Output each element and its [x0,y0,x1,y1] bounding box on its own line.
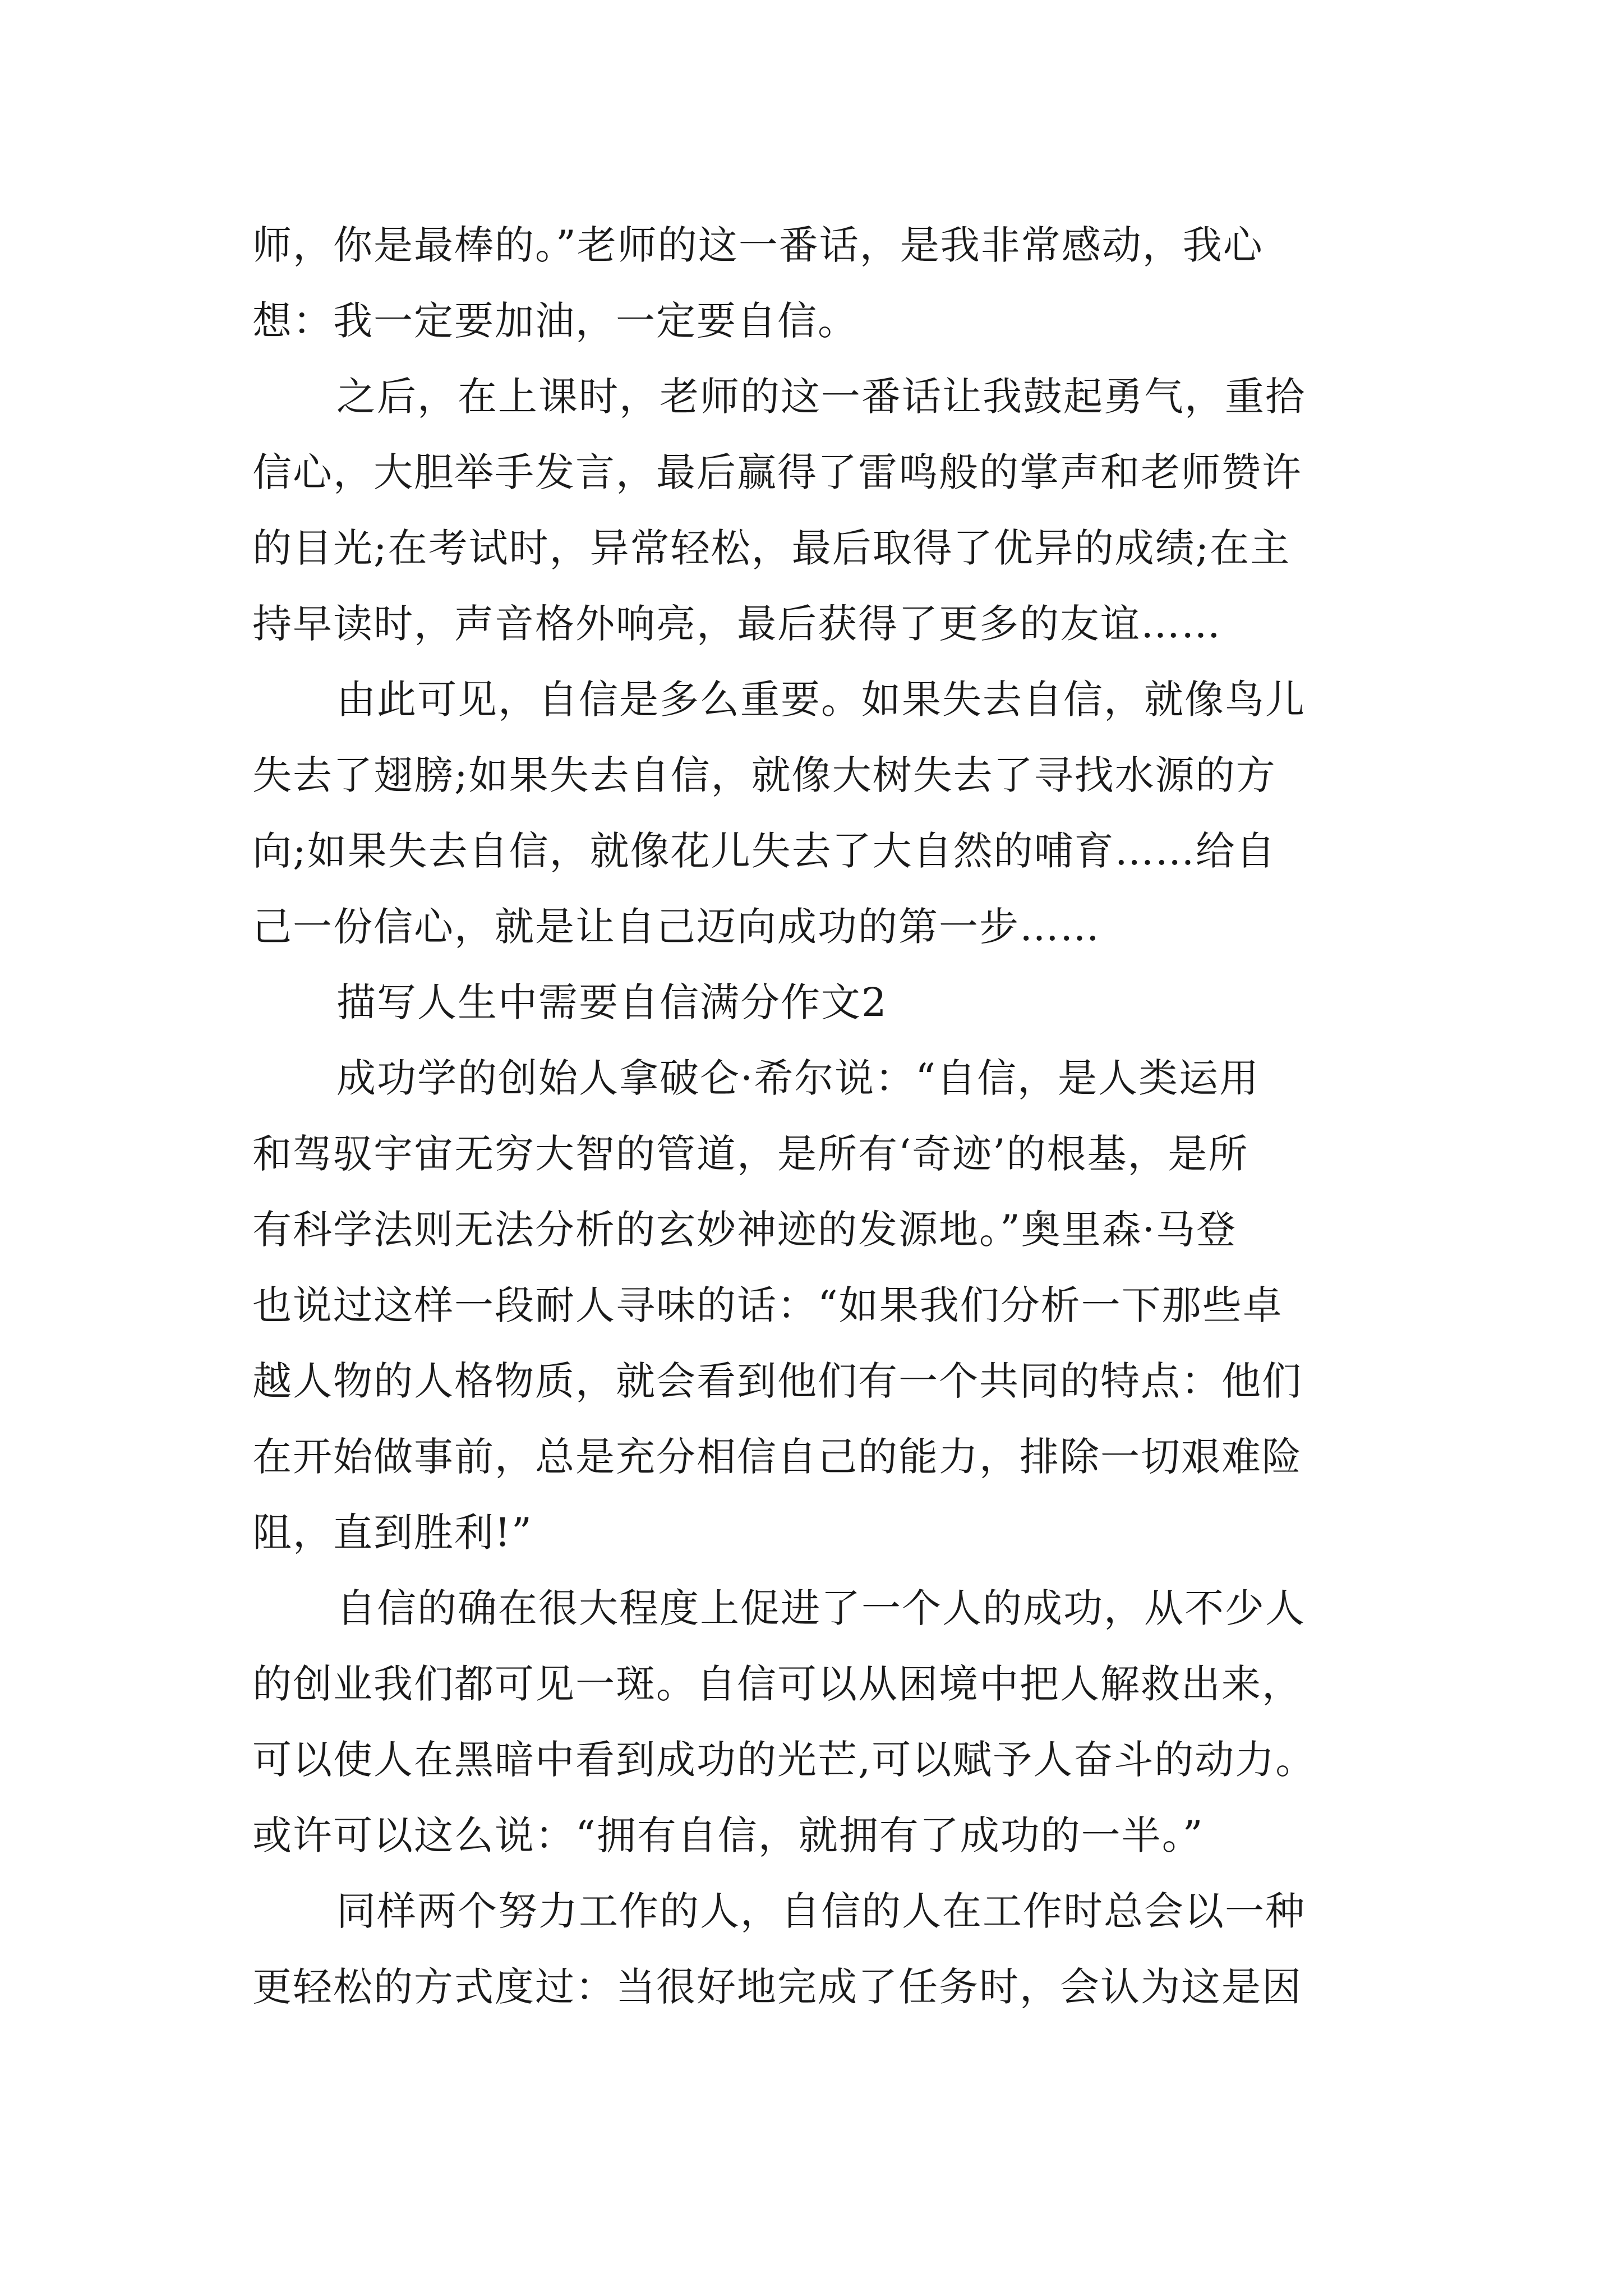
text-line: 同样两个努力工作的人，自信的人在工作时总会以一种 [336,1888,1306,1934]
text-line: 己一份信心，就是让自己迈向成功的第一步…… [252,904,1100,950]
text-line: 或许可以这么说：“拥有自信，就拥有了成功的一半。” [252,1812,1204,1858]
text-line: 的目光;在考试时，异常轻松，最后取得了优异的成绩;在主 [252,525,1291,571]
section-heading: 描写人生中需要自信满分作文2 [336,979,888,1025]
text-line: 信心，大胆举手发言，最后赢得了雷鸣般的掌声和老师赞许 [252,449,1302,495]
text-line: 持早读时，声音格外响亮，最后获得了更多的友谊…… [252,601,1221,647]
text-line: 有科学法则无法分析的玄妙神迹的发源地。”奥里森·马登 [252,1207,1237,1253]
text-line: 在开始做事前，总是充分相信自己的能力，排除一切艰难险 [252,1434,1302,1480]
text-line: 可以使人在黑暗中看到成功的光芒,可以赋予人奋斗的动力。 [252,1737,1316,1783]
text-line: 自信的确在很大程度上促进了一个人的成功，从不少人 [336,1585,1306,1631]
text-line: 也说过这样一段耐人寻味的话：“如果我们分析一下那些卓 [252,1282,1283,1328]
text-line: 越人物的人格物质，就会看到他们有一个共同的特点：他们 [252,1358,1302,1404]
text-line: 师，你是最棒的。”老师的这一番话，是我非常感动，我心 [252,222,1264,268]
text-line: 更轻松的方式度过：当很好地完成了任务时，会认为这是因 [252,1964,1302,2010]
text-line: 失去了翅膀;如果失去自信，就像大树失去了寻找水源的方 [252,752,1276,798]
text-line: 阻，直到胜利!” [252,1510,533,1556]
text-line: 由此可见，自信是多么重要。如果失去自信，就像鸟儿 [336,677,1306,723]
document-body [252,208,1374,2025]
text-line: 向;如果失去自信，就像花儿失去了大自然的哺育……给自 [252,828,1276,874]
text-line: 和驾驭宇宙无穷大智的管道，是所有‘奇迹’的根基，是所 [252,1131,1249,1177]
text-line: 成功学的创始人拿破仑·希尔说：“自信，是人类运用 [336,1055,1260,1101]
text-line: 之后，在上课时，老师的这一番话让我鼓起勇气，重拾 [336,374,1306,420]
text-line: 的创业我们都可见一斑。自信可以从困境中把人解救出来， [252,1661,1302,1707]
text-line: 想：我一定要加油，一定要自信。 [252,298,858,344]
